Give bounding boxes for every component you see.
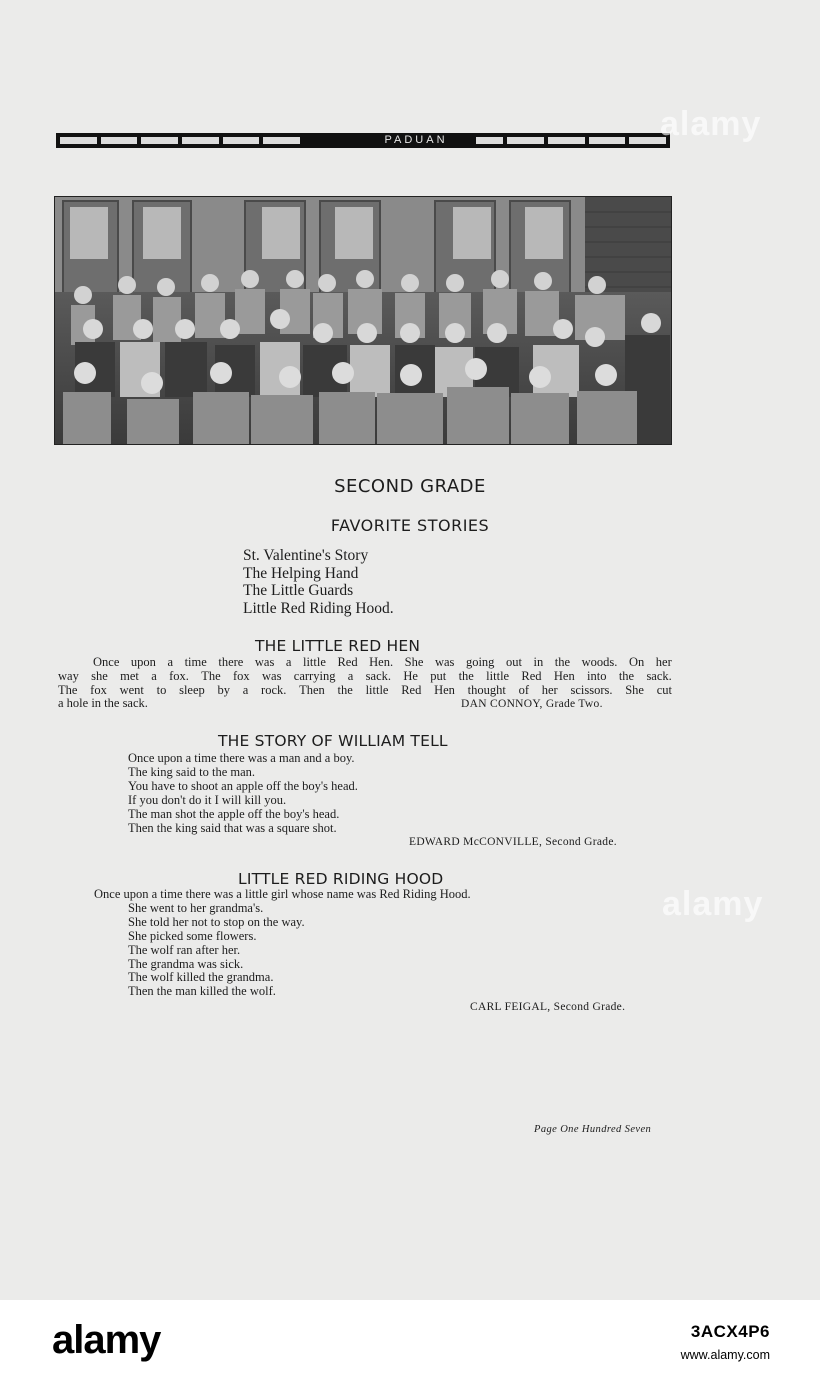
story-line: Once upon a time there was a little girl whose name was Red Riding Hood. <box>94 887 471 901</box>
story-line: Once upon a time there was a little Red Hen. She was going out in the woods. On her <box>93 655 672 669</box>
class-photo <box>54 196 672 445</box>
favorite-item: St. Valentine's Story <box>243 547 369 564</box>
story-author: CARL FEIGAL, Second Grade. <box>470 1001 626 1013</box>
story-line: The man shot the apple off the boy's head. <box>128 806 340 821</box>
favorite-item: The Little Guards <box>243 582 354 599</box>
story-body <box>128 752 358 835</box>
story-line: Then the king said that was a square shot. <box>128 820 337 835</box>
story-title: THE LITTLE RED HEN <box>255 637 421 655</box>
story-line: You have to shoot an apple off the boy's head. <box>128 778 358 793</box>
favorites-list <box>243 547 394 617</box>
story-title: LITTLE RED RIDING HOOD <box>238 870 444 888</box>
favorites-title: FAVORITE STORIES <box>330 516 490 535</box>
story-title: THE STORY OF WILLIAM TELL <box>218 732 448 750</box>
favorite-item: Little Red Riding Hood. <box>243 599 394 617</box>
story-author: EDWARD McCONVILLE, Second Grade. <box>409 836 617 848</box>
story-line: She told her not to stop on the way. <box>128 914 305 929</box>
image-reference <box>640 1322 770 1362</box>
story-line: She picked some flowers. <box>128 928 257 943</box>
site-link[interactable]: www.alamy.com <box>680 1348 770 1362</box>
story-line: a hole in the sack. <box>58 696 148 711</box>
story-line: The wolf killed the grandma. <box>128 970 274 985</box>
story-line: The fox went to sleep by a rock. Then the little Red Hen thought of her scissors. She cut <box>58 682 672 697</box>
story-line: The grandma was sick. <box>128 956 244 971</box>
watermark-logo: alamy <box>662 885 764 923</box>
watermark-logo: alamy <box>660 105 762 143</box>
story-line: She went to her grandma's. <box>128 900 264 915</box>
story-line: The wolf ran after her. <box>128 942 241 957</box>
brand-logo: alamy <box>52 1318 161 1362</box>
image-id: 3ACX4P6 <box>690 1322 770 1341</box>
story-line: The king said to the man. <box>128 764 256 779</box>
story-line: Once upon a time there was a man and a boy. <box>128 751 355 765</box>
story-body <box>94 888 471 999</box>
story-line: way she met a fox. The fox was carrying a sack. He put the little Red Hen into the sack. <box>58 668 672 683</box>
page-number: Page One Hundred Seven <box>534 1124 652 1135</box>
story-line: Then the man killed the wolf. <box>128 984 276 999</box>
favorite-item: The Helping Hand <box>243 564 359 582</box>
story-author: DAN CONNOY, Grade Two. <box>461 698 603 710</box>
story-line: If you don't do it I will kill you. <box>128 792 287 807</box>
section-title: SECOND GRADE <box>334 476 486 497</box>
header-band <box>56 133 670 148</box>
header-title: PADUAN <box>356 133 476 148</box>
